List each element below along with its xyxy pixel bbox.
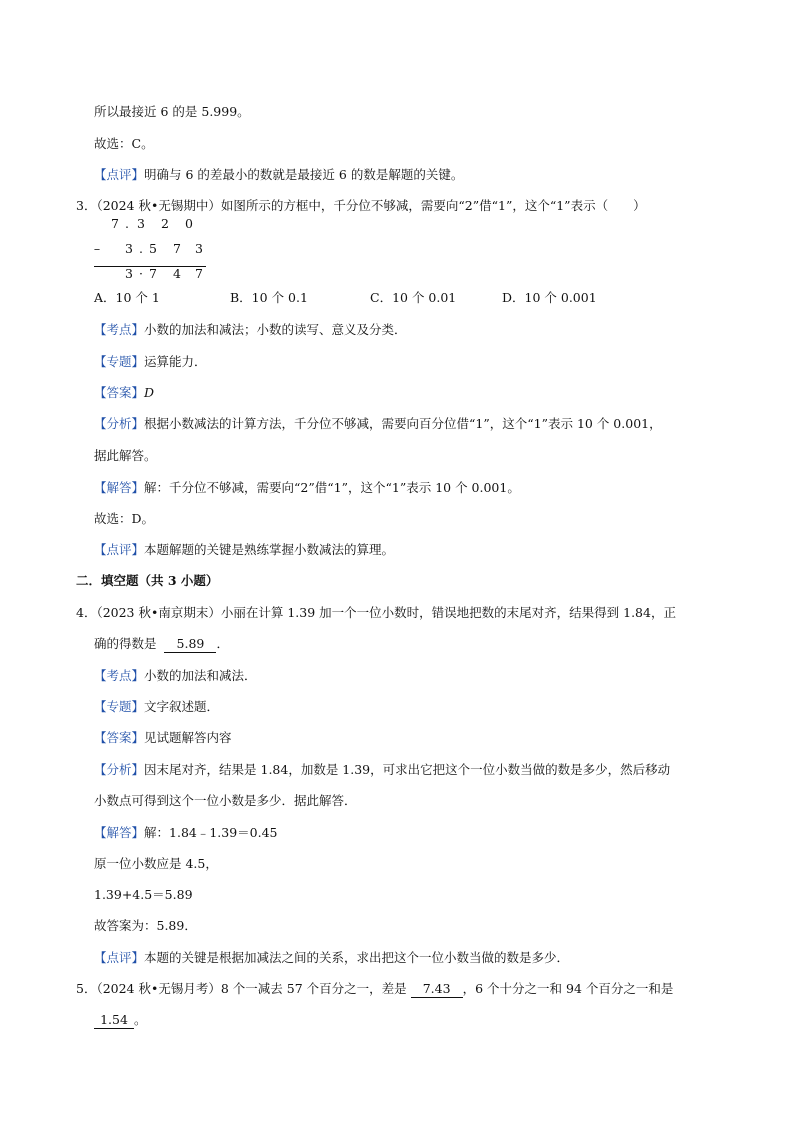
label-tag: 【考点】 [94,668,145,683]
digit: 3 [125,266,133,281]
label-tag: 【点评】 [94,542,145,557]
digit: 3 [137,216,145,231]
digit: . [139,241,143,256]
solution-step: 原一位小数应是 4.5， [94,856,218,871]
comment-text: 本题的关键是根据加减法之间的关系，求出把这个一位小数当做的数是多少． [144,950,570,965]
label-tag: 【分析】 [94,416,145,431]
answer-line [94,730,232,746]
analysis-line [94,762,670,778]
digit: . [125,216,129,231]
zhuanti-text: 运算能力． [144,354,207,369]
analysis-cont: 小数点可得到这个一位小数是多少．据此解答． [94,793,357,808]
label-tag: 【专题】 [94,354,145,369]
stem-text: 5．（2024 秋•无锡月考）8 个一减去 57 个百分之一，差是 [76,981,407,996]
digit: 3 [125,241,133,256]
label-tag: 【点评】 [94,950,145,965]
label-tag: 【解答】 [94,480,145,495]
solution-line [94,825,278,841]
solution-step: 故答案为：5.89． [94,918,197,933]
answer-text: 见试题解答内容 [144,730,232,745]
text-line: 所以最接近 6 的是 5.999。 [94,104,250,119]
comment-line [94,950,569,966]
question-3-stem: 3．（2024 秋•无锡期中）如图所示的方框中，千分位不够减，需要向“2”借“1”，这个“1”表示（ ） [76,198,646,213]
analysis-text: 因末尾对齐，结果是 1.84，加数是 1.39，可求出它把这个一位小数当做的数是多少，然后移动 [144,762,671,777]
comment-line [94,167,463,183]
kaodian-text: 小数的加法和减法． [144,668,257,683]
zhuanti-line [94,699,219,715]
stem-text: 确的得数是 [94,636,157,651]
section-heading: 二．填空题（共 3 小题） [76,573,219,588]
digit: 7 [111,216,119,231]
option-b: B．10 个 0.1 [230,290,308,305]
choice-line: 故选：D。 [94,511,155,526]
comment-text: 明确与 6 的差最小的数就是最接近 6 的数是解题的关键。 [144,167,464,182]
comment-line [94,542,394,558]
answer-text: D [144,385,155,400]
digit: 4 [173,266,181,281]
digit: 7 [195,266,203,281]
zhuanti-line [94,354,207,370]
question-5-stem-cont [94,1012,147,1029]
digit: 2 [161,216,169,231]
option-d: D．10 个 0.001 [502,290,597,305]
kaodian-line [94,668,257,684]
difference-row [94,266,214,282]
option-a: A．10 个 1 [94,290,160,305]
question-4-stem: 4．（2023 秋•南京期末）小丽在计算 1.39 加一个一位小数时，错误地把数的末尾对齐，结果得到 1.84，正 [76,605,676,620]
subtraction-figure [94,216,214,288]
stem-text: ，6 个十分之一和 94 个百分之一和是 [462,981,674,996]
solution-text: 解：1.84﹣1.39＝0.45 [144,825,278,840]
answer-line [94,385,154,401]
stem-text: 。 [134,1012,147,1027]
analysis-text: 根据小数减法的计算方法，千分位不够减，需要向百分位借“1”，这个“1”表示 10 个 0.001， [144,416,662,431]
question-4-stem-cont [94,636,229,653]
stem-text: ． [216,636,229,651]
label-tag: 【考点】 [94,322,145,337]
answer-blank: 5.89 [164,636,216,653]
label-tag: 【答案】 [94,730,145,745]
digit: · [139,266,143,281]
label-tag: 【解答】 [94,825,145,840]
answer-blank: 7.43 [411,981,463,998]
kaodian-line [94,322,407,338]
label-tag: 【专题】 [94,699,145,714]
text-line: 故选：C。 [94,136,154,151]
zhuanti-text: 文字叙述题． [144,699,220,714]
label-tag: 【答案】 [94,385,145,400]
digit: 3 [195,241,203,256]
subtrahend-row [94,241,214,257]
solution-text: 解：千分位不够减，需要向“2”借“1”，这个“1”表示 10 个 0.001。 [144,480,520,495]
label-tag: 【分析】 [94,762,145,777]
label-tag: 【点评】 [94,167,145,182]
minuend-row [94,216,214,232]
digit: 5 [149,241,157,256]
digit: 7 [173,241,181,256]
solution-step: 1.39+4.5＝5.89 [94,887,193,902]
option-c: C．10 个 0.01 [370,290,457,305]
solution-line [94,480,520,496]
digit: 0 [185,216,193,231]
answer-blank: 1.54 [94,1012,134,1029]
analysis-cont: 据此解答。 [94,448,157,463]
digit: 7 [149,266,157,281]
comment-text: 本题解题的关键是熟练掌握小数减法的算理。 [144,542,395,557]
kaodian-text: 小数的加法和减法；小数的读写、意义及分类． [144,322,407,337]
analysis-line [94,416,662,432]
question-5-stem [76,981,673,998]
minus-sign: – [93,241,101,256]
